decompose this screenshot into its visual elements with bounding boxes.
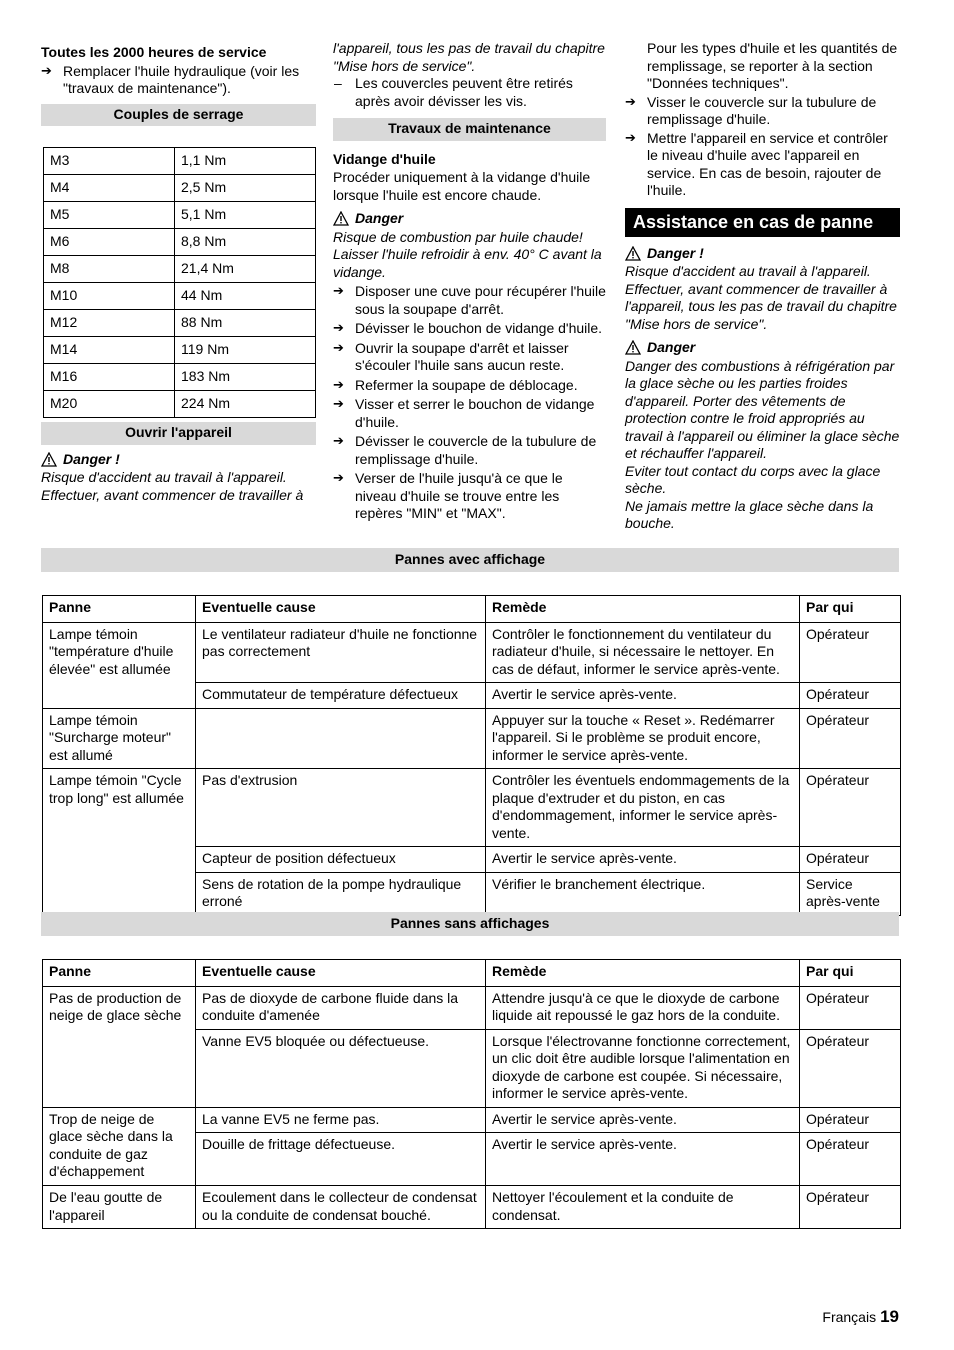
who-cell: Opérateur: [800, 1133, 901, 1186]
remedy-cell: Lorsque l'électrovanne fonctionne correctement, un clic doit être audible lorsque l'alimentation en dioxyde de carbone est coupée. Si nécessaire, informer le service après-vente.: [486, 1029, 800, 1107]
warning-icon: [41, 452, 57, 467]
list-item: ➔ Refermer la soupape de déblocage.: [333, 377, 606, 395]
danger-label: [333, 210, 606, 228]
fault-cell: Lampe témoin "température d'huile élevée" est allumée: [43, 622, 196, 708]
oil-change-text: Procéder uniquement à la vidange d'huile lorsque l'huile est encore chaude.: [333, 169, 591, 203]
who-cell: Opérateur: [800, 1029, 901, 1107]
torque-value: 2,5 Nm: [175, 175, 316, 202]
table-row: [43, 1186, 901, 1229]
danger-text: Risque d'accident au travail à l'appareil. Effectuer, avant commencer de travailler à l'appareil, tous les pas de travail du chapitre "Mise hors de service".: [625, 263, 897, 332]
continued-text: l'appareil, tous les pas de travail du chapitre "Mise hors de service".: [333, 40, 605, 74]
column-3: [625, 40, 900, 533]
list-item: ➔ Ouvrir la soupape d'arrêt et laisser s'écouler l'huile sans aucun reste.: [333, 340, 606, 375]
cause-cell: Pas d'extrusion: [196, 769, 486, 847]
fault-cell: Pas de production de neige de glace sèche: [43, 986, 196, 1107]
bolt-size: M6: [44, 229, 175, 256]
remedy-cell: Vérifier le branchement électrique.: [486, 872, 800, 915]
page-footer: [822, 1308, 899, 1327]
who-cell: Opérateur: [800, 683, 901, 709]
faults-with-display-table: [42, 595, 901, 916]
table-row: [43, 769, 901, 847]
column-header: Panne: [43, 960, 196, 987]
cause-cell: Pas de dioxyde de carbone fluide dans la conduite d'amenée: [196, 986, 486, 1029]
bolt-size: M16: [44, 364, 175, 391]
faults-without-display-title: Pannes sans affichages: [41, 912, 899, 936]
bolt-size: M8: [44, 256, 175, 283]
fault-cell: Lampe témoin "Surcharge moteur" est allumé: [43, 708, 196, 769]
torque-value: 183 Nm: [175, 364, 316, 391]
bolt-size: M14: [44, 337, 175, 364]
remedy-cell: Avertir le service après-vente.: [486, 1107, 800, 1133]
bolt-size: M10: [44, 283, 175, 310]
who-cell: Opérateur: [800, 1107, 901, 1133]
table-row: [43, 1107, 901, 1133]
warning-icon: [333, 211, 349, 226]
table-row: [44, 283, 316, 310]
column-header: Remède: [486, 596, 800, 623]
cause-cell: Capteur de position défectueux: [196, 847, 486, 873]
bolt-size: M5: [44, 202, 175, 229]
service-heading: Toutes les 2000 heures de service: [41, 44, 267, 60]
table-row: [43, 708, 901, 769]
cause-cell: Le ventilateur radiateur d'huile ne fonctionne pas correctement: [196, 622, 486, 683]
remedy-cell: Attendre jusqu'à ce que le dioxyde de carbone liquide ait repoussé le gaz hors de la conduite.: [486, 986, 800, 1029]
column-header: Eventuelle cause: [196, 960, 486, 987]
danger-label-text: Danger !: [63, 450, 120, 467]
table-row: [43, 622, 901, 683]
column-header: Panne: [43, 596, 196, 623]
danger-label: [41, 451, 316, 469]
who-cell: Opérateur: [800, 847, 901, 873]
remedy-cell: Avertir le service après-vente.: [486, 847, 800, 873]
who-cell: Opérateur: [800, 986, 901, 1029]
warning-icon: [625, 340, 641, 355]
list-item: ➔ Visser et serrer le bouchon de vidange d'huile.: [333, 396, 606, 431]
list-item: ➔ Dévisser le bouchon de vidange d'huile.: [333, 320, 606, 338]
column-header: Par qui: [800, 960, 901, 987]
cause-cell: La vanne EV5 ne ferme pas.: [196, 1107, 486, 1133]
table-row: [43, 986, 901, 1029]
troubleshooting-title: Assistance en cas de panne: [625, 208, 900, 237]
column-header: Remède: [486, 960, 800, 987]
warning-icon: [625, 246, 641, 261]
continued-text: Pour les types d'huile et les quantités de remplissage, se reporter à la section "Données techniques".: [647, 40, 898, 91]
who-cell: Opérateur: [800, 769, 901, 847]
list-item: ➔ Mettre l'appareil en service et contrôler le niveau d'huile avec l'appareil en service. En cas de besoin, rajouter de l'huile.: [625, 130, 900, 200]
danger-label-text: Danger: [647, 339, 696, 355]
who-cell: Opérateur: [800, 622, 901, 683]
faults-with-display-title: Pannes avec affichage: [41, 548, 899, 572]
torque-value: 44 Nm: [175, 283, 316, 310]
torque-value: 5,1 Nm: [175, 202, 316, 229]
column-1: [41, 40, 316, 504]
remedy-cell: Avertir le service après-vente.: [486, 683, 800, 709]
danger-text: Eviter tout contact du corps avec la glace sèche.: [625, 462, 881, 496]
table-row: [44, 256, 316, 283]
torque-value: 1,1 Nm: [175, 148, 316, 175]
remedy-cell: Nettoyer l'écoulement et la conduite de condensat.: [486, 1186, 800, 1229]
danger-label-text: Danger !: [647, 244, 704, 261]
danger-label: [625, 245, 900, 263]
remedy-cell: Avertir le service après-vente.: [486, 1133, 800, 1186]
column-2: [333, 40, 606, 523]
torque-table: [43, 147, 316, 418]
table-row: [44, 364, 316, 391]
fault-cell: Trop de neige de glace sèche dans la conduite de gaz d'échappement: [43, 1107, 196, 1186]
remedy-cell: Contrôler le fonctionnement du ventilateur du radiateur d'huile, si nécessaire le nettoyer. En cas de défaut, informer le service après-vente.: [486, 622, 800, 683]
table-header-row: [43, 596, 901, 623]
open-device-title: Ouvrir l'appareil: [41, 422, 316, 445]
maintenance-title: Travaux de maintenance: [333, 118, 606, 141]
list-item: ➔ Visser le couvercle sur la tubulure de remplissage d'huile.: [625, 94, 900, 129]
torque-value: 8,8 Nm: [175, 229, 316, 256]
oil-change-heading: Vidange d'huile: [333, 150, 436, 167]
table-row: [44, 148, 316, 175]
list-item: – Les couvercles peuvent être retirés après avoir dévisser les vis.: [333, 75, 606, 110]
who-cell: Service après-vente: [800, 872, 901, 915]
torque-value: 224 Nm: [175, 391, 316, 418]
list-item: ➔ Verser de l'huile jusqu'à ce que le niveau d'huile se trouve entre les repères "MIN" et "MAX".: [333, 470, 606, 523]
column-header: Par qui: [800, 596, 901, 623]
list-item: ➔ Dévisser le couvercle de la tubulure de remplissage d'huile.: [333, 433, 606, 468]
table-row: [44, 391, 316, 418]
torque-value: 21,4 Nm: [175, 256, 316, 283]
list-item: ➔ Disposer une cuve pour récupérer l'huile sous la soupape d'arrêt.: [333, 283, 606, 318]
cause-cell: Ecoulement dans le collecteur de condensat ou la conduite de condensat bouché.: [196, 1186, 486, 1229]
table-row: [44, 175, 316, 202]
cause-cell: [196, 708, 486, 769]
danger-text: Risque d'accident au travail à l'appareil. Effectuer, avant commencer de travailler à: [41, 469, 304, 503]
torque-value: 88 Nm: [175, 310, 316, 337]
fault-cell: Lampe témoin "Cycle trop long" est allumée: [43, 769, 196, 916]
bolt-size: M3: [44, 148, 175, 175]
table-row: [44, 337, 316, 364]
who-cell: Opérateur: [800, 1186, 901, 1229]
danger-text: Danger des combustions à réfrigération par la glace sèche ou les parties froides d'appareil. Porter des vêtements de protection contre le froid appropriés au travail à l'appareil ou éliminer la glace sèche et réchauffer l'appareil.: [625, 357, 900, 461]
footer-language: Français: [822, 1309, 877, 1325]
step-replace-oil: ➔ Remplacer l'huile hydraulique (voir les "travaux de maintenance").: [41, 63, 316, 98]
cause-cell: Douille de frittage défectueuse.: [196, 1133, 486, 1186]
danger-label: [625, 339, 900, 357]
cause-cell: Commutateur de température défectueux: [196, 683, 486, 709]
table-header-row: [43, 960, 901, 987]
page-number: 19: [880, 1307, 899, 1326]
danger-label-text: Danger: [355, 210, 404, 226]
cause-cell: Vanne EV5 bloquée ou défectueuse.: [196, 1029, 486, 1107]
bolt-size: M12: [44, 310, 175, 337]
table-row: [44, 310, 316, 337]
bolt-size: M20: [44, 391, 175, 418]
column-header: Eventuelle cause: [196, 596, 486, 623]
who-cell: Opérateur: [800, 708, 901, 769]
faults-without-display-table: [42, 959, 901, 1229]
table-row: [44, 229, 316, 256]
danger-text: Ne jamais mettre la glace sèche dans la bouche.: [625, 497, 874, 531]
torque-value: 119 Nm: [175, 337, 316, 364]
bolt-size: M4: [44, 175, 175, 202]
remedy-cell: Contrôler les éventuels endommagements de la plaque d'extruder et du piston, en cas d'endommagement, informer le service après-vente.: [486, 769, 800, 847]
cause-cell: Sens de rotation de la pompe hydraulique erroné: [196, 872, 486, 915]
fault-cell: De l'eau goutte de l'appareil: [43, 1186, 196, 1229]
torque-section-title: Couples de serrage: [41, 104, 316, 127]
danger-text: Risque de combustion par huile chaude! Laisser l'huile refroidir à env. 40° C avant la vidange.: [333, 228, 602, 280]
table-row: [44, 202, 316, 229]
remedy-cell: Appuyer sur la touche « Reset ». Redémarrer l'appareil. Si le problème se produit encore, informer le service après-vente.: [486, 708, 800, 769]
